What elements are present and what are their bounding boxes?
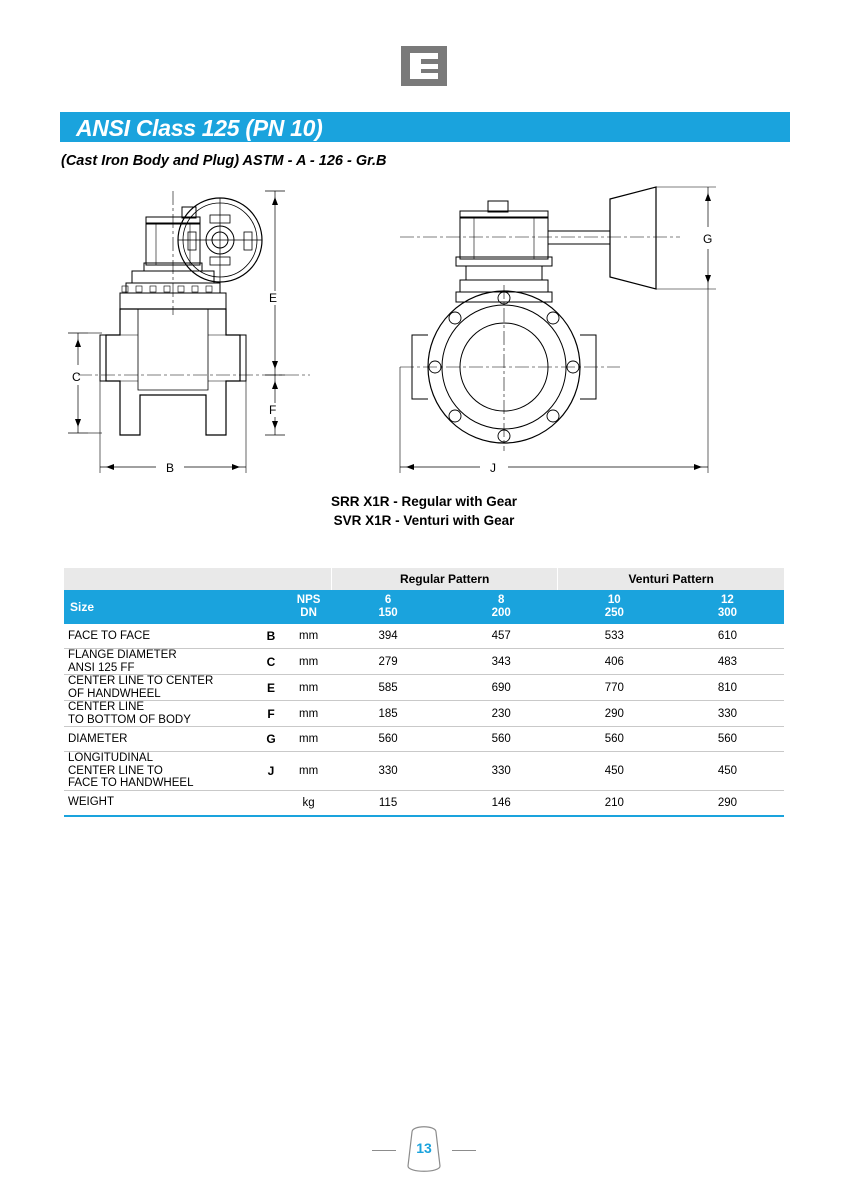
footer-rule-left	[372, 1150, 396, 1151]
header-col-1	[332, 590, 445, 624]
row-description	[64, 752, 256, 791]
caption-line-1: SRR X1R - Regular with Gear	[330, 494, 518, 509]
row-unit: kg	[286, 790, 332, 816]
row-unit: mm	[286, 701, 332, 727]
company-logo-icon	[401, 46, 447, 86]
page-number-badge	[404, 1126, 444, 1174]
header-col-4-dn: 300	[717, 607, 738, 619]
row-unit: mm	[286, 624, 332, 649]
row-value-1: 279	[332, 649, 445, 675]
row-description	[64, 727, 256, 752]
header-col-4	[671, 590, 784, 624]
page-title: ANSI Class 125 (PN 10)	[76, 115, 323, 141]
group-header-blank-unit	[286, 568, 332, 590]
row-value-4: 810	[671, 675, 784, 701]
header-col-1-nps: 6	[384, 594, 392, 606]
dimension-label-f: F	[269, 403, 277, 417]
group-header-blank-letter	[256, 568, 285, 590]
header-col-2-dn: 200	[491, 607, 511, 619]
row-value-1: 330	[332, 752, 445, 791]
header-col-1-dn: 150	[378, 607, 398, 619]
row-unit: mm	[286, 727, 332, 752]
header-col-3	[558, 590, 671, 624]
row-letter: J	[256, 752, 285, 791]
header-col-4-nps: 12	[721, 594, 734, 606]
header-col-2	[445, 590, 558, 624]
row-unit: mm	[286, 752, 332, 791]
dimension-label-j: J	[490, 461, 496, 475]
row-value-2: 230	[445, 701, 558, 727]
table-row	[64, 701, 784, 727]
row-value-4: 450	[671, 752, 784, 791]
row-value-1: 560	[332, 727, 445, 752]
table-row	[64, 727, 784, 752]
footer-rule-right	[452, 1150, 476, 1151]
row-value-2: 330	[445, 752, 558, 791]
row-value-3: 406	[558, 649, 671, 675]
row-letter: C	[256, 649, 285, 675]
header-blank-letter	[256, 590, 285, 624]
row-value-3: 770	[558, 675, 671, 701]
row-letter	[256, 790, 285, 816]
row-letter: B	[256, 624, 285, 649]
dimensions-table	[64, 568, 784, 817]
group-header-regular: Regular Pattern	[332, 568, 558, 590]
header-nps-dn	[286, 590, 332, 624]
header-nps: NPS	[296, 594, 321, 606]
valve-diagram-svg	[60, 185, 790, 485]
row-desc-line-1: CENTER LINE	[68, 701, 145, 713]
row-value-4: 560	[671, 727, 784, 752]
row-value-4: 290	[671, 790, 784, 816]
row-value-3: 533	[558, 624, 671, 649]
page-footer	[0, 1126, 848, 1176]
row-value-2: 457	[445, 624, 558, 649]
row-value-2: 146	[445, 790, 558, 816]
row-unit: mm	[286, 675, 332, 701]
row-desc-line-1: DIAMETER	[68, 732, 128, 745]
technical-drawing	[60, 185, 790, 485]
row-value-1: 185	[332, 701, 445, 727]
table-row	[64, 790, 784, 816]
header-col-3-dn: 250	[604, 607, 624, 619]
row-value-3: 450	[558, 752, 671, 791]
row-description	[64, 624, 256, 649]
page-subtitle: (Cast Iron Body and Plug) ASTM - A - 126 - Gr.B	[61, 153, 387, 169]
row-value-3: 210	[558, 790, 671, 816]
dimension-label-g: G	[703, 232, 713, 246]
dimension-label-c: C	[72, 370, 81, 384]
table-row	[64, 649, 784, 675]
row-value-4: 610	[671, 624, 784, 649]
row-value-2: 343	[445, 649, 558, 675]
row-desc-line-1: WEIGHT	[68, 796, 114, 809]
header-col-2-nps: 8	[497, 594, 505, 606]
dimension-label-e: E	[269, 291, 278, 305]
row-unit: mm	[286, 649, 332, 675]
row-description	[64, 790, 256, 816]
row-value-3: 560	[558, 727, 671, 752]
page-number: 13	[416, 1140, 432, 1156]
row-desc-line-1: LONGITUDINAL	[68, 752, 153, 764]
row-desc-line-2: TO BOTTOM OF BODY	[68, 713, 191, 726]
table-row	[64, 752, 784, 791]
row-value-1: 115	[332, 790, 445, 816]
row-description	[64, 701, 256, 727]
logo-container	[0, 46, 848, 86]
page-title-bar	[60, 112, 790, 142]
row-description	[64, 675, 256, 701]
drawing-caption	[0, 492, 848, 530]
row-description	[64, 649, 256, 675]
row-desc-line-1: FLANGE DIAMETER	[68, 649, 177, 661]
header-dn: DN	[300, 607, 317, 619]
logo-bar-shape	[421, 64, 438, 69]
row-desc-line-3: FACE TO HANDWHEEL	[68, 777, 194, 789]
row-letter: E	[256, 675, 285, 701]
group-header-venturi: Venturi Pattern	[558, 568, 784, 590]
caption-line-2: SVR X1R - Venturi with Gear	[333, 513, 515, 528]
table-row	[64, 624, 784, 649]
group-header-blank	[64, 568, 256, 590]
row-desc-line-1: FACE TO FACE	[68, 629, 151, 642]
row-desc-line-2: ANSI 125 FF	[68, 661, 135, 674]
row-value-1: 585	[332, 675, 445, 701]
header-size: Size	[64, 590, 256, 624]
row-desc-line-2: CENTER LINE TO	[68, 764, 163, 777]
dimension-label-b: B	[166, 461, 175, 475]
row-letter: F	[256, 701, 285, 727]
header-col-3-nps: 10	[607, 594, 621, 606]
row-desc-line-2: OF HANDWHEEL	[68, 687, 161, 700]
table-row	[64, 675, 784, 701]
row-desc-line-1: CENTER LINE TO CENTER	[68, 675, 214, 687]
row-value-2: 560	[445, 727, 558, 752]
table-group-header-row	[64, 568, 784, 590]
row-value-4: 330	[671, 701, 784, 727]
row-letter: G	[256, 727, 285, 752]
table-column-header-row	[64, 590, 784, 624]
row-value-2: 690	[445, 675, 558, 701]
row-value-4: 483	[671, 649, 784, 675]
row-value-1: 394	[332, 624, 445, 649]
row-value-3: 290	[558, 701, 671, 727]
